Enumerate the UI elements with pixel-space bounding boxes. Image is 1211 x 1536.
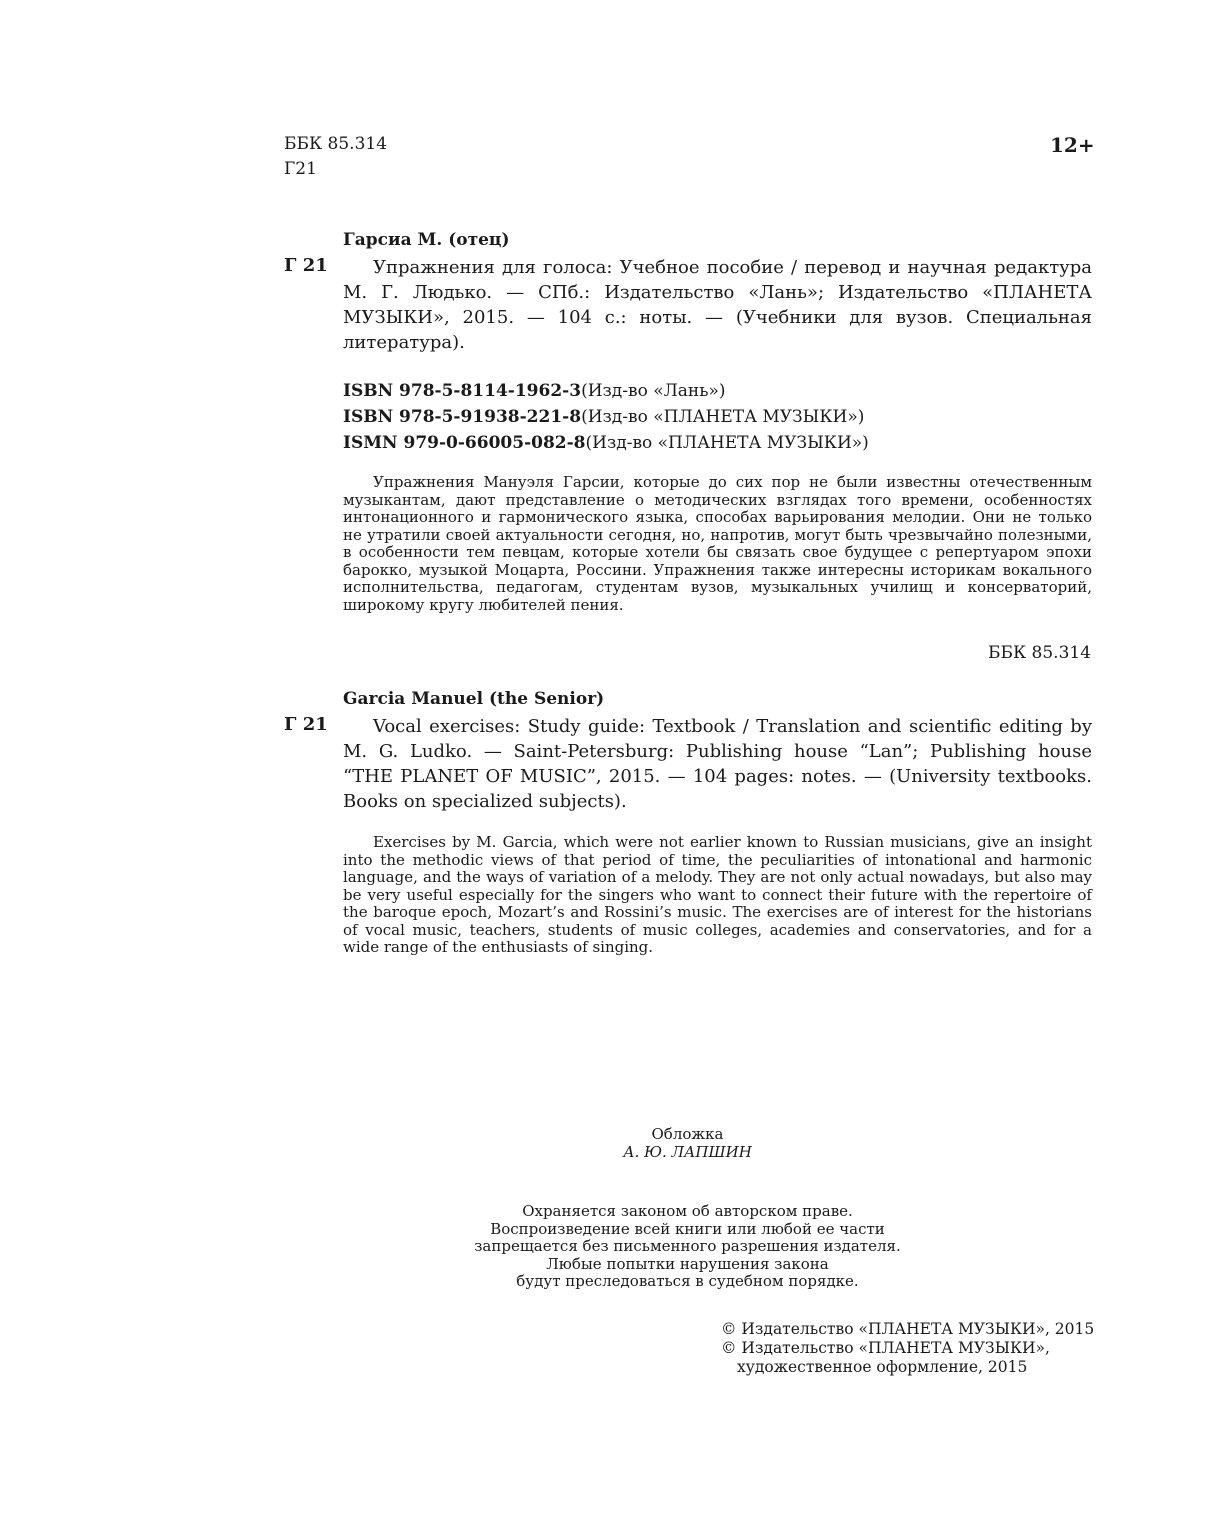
- legal-line: Охраняется законом об авторском праве.: [522, 1202, 853, 1220]
- legal-notice: [430, 1203, 945, 1291]
- age-rating: 12+: [1050, 133, 1095, 157]
- ismn-number: ISMN 979-0-66005-082-8: [343, 433, 586, 453]
- ru-annotation: Упражнения Мануэля Гарсии, которые до сих пор не были известны отечественным музыкантам, дают представление о методических взглядах того времени, особенностях интонационного и гармонического языка, способах варьирования мелодии. Они не только не утратили своей актуальности сегодня, но, напротив, могут быть чрезвычайно полезными, в особенности тем певцам, которые хотели бы связать свое будущее с репертуаром эпохи барокко, музыкой Моцарта, Россини. Упражнения также интересны историкам вокального исполнительства, педагогам, студентам вузов, музыкальных училищ и консерваторий, широкому кругу любителей пения.: [343, 473, 1092, 614]
- bbk-code: ББК 85.314: [284, 134, 388, 154]
- legal-line: Воспроизведение всей книги или любой ее части: [490, 1219, 885, 1238]
- en-author: Garcia Manuel (the Senior): [343, 689, 605, 709]
- copyright-block: [721, 1320, 1094, 1377]
- legal-line: запрещается без письменного разрешения издателя.: [474, 1237, 901, 1255]
- isbn-list: [343, 378, 869, 456]
- isbn-publisher: (Изд-во «ПЛАНЕТА МУЗЫКИ»): [585, 433, 869, 453]
- en-description: Vocal exercises: Study guide: Textbook / Translation and scientific editing by M. G. Ludko. — Saint-Petersburg: Publishing house “Lan”; Publishing house “THE PLANET OF MUSIC”, 2015. — 104 pages: notes. — (University textbooks. Books on specialized subjects).: [343, 716, 1092, 812]
- ru-description: Упражнения для голоса: Учебное пособие / перевод и научная редактура М. Г. Людько. — СПб.: Издательство «Лань»; Издательство «ПЛАНЕТА МУЗЫКИ», 2015. — 104 с.: ноты. — (Учебники для вузов. Специальная литература).: [343, 257, 1092, 353]
- copyright-line: художественное оформление, 2015: [737, 1358, 1028, 1376]
- legal-line: Любые попытки нарушения закона: [546, 1254, 829, 1273]
- isbn-publisher: (Изд-во «ПЛАНЕТА МУЗЫКИ»): [581, 407, 865, 427]
- copyright-line: © Издательство «ПЛАНЕТА МУЗЫКИ»,: [721, 1339, 1050, 1357]
- isbn-publisher: (Изд-во «Лань»): [581, 381, 726, 401]
- ru-author: Гарсиа М. (отец): [343, 230, 510, 250]
- en-annotation: Exercises by M. Garcia, which were not earlier known to Russian musicians, give an insight into the methodic views of that period of time, the peculiarities of intonational and harmonic language, and the ways of variation of a melody. They are not only actual nowadays, but also may be very useful especially for the singers who want to connect their future with the repertoire of the baroque epoch, Mozart’s and Rossini’s music. The exercises are of interest for the historians of vocal music, teachers, students of music colleges, academies and conservatories, and for a wide range of the enthusiasts of singing.: [343, 833, 1092, 956]
- bbk-code-right: ББК 85.314: [988, 643, 1092, 663]
- isbn-row: [343, 378, 869, 404]
- cover-artist: А. Ю. ЛАПШИН: [623, 1142, 752, 1161]
- isbn-row: [343, 404, 869, 430]
- copyright-line: © Издательство «ПЛАНЕТА МУЗЫКИ», 2015: [721, 1320, 1095, 1338]
- cover-label: Обложка: [651, 1125, 724, 1143]
- cover-credit: [430, 1126, 945, 1161]
- bbk-classification: [284, 132, 387, 182]
- en-author-code: Г 21: [284, 714, 328, 735]
- isbn-row: [343, 430, 869, 456]
- author-mark: Г21: [284, 159, 317, 179]
- isbn-number: ISBN 978-5-91938-221-8: [343, 407, 582, 427]
- ru-author-code: Г 21: [284, 255, 328, 276]
- isbn-number: ISBN 978-5-8114-1962-3: [343, 381, 582, 401]
- legal-line: будут преследоваться в судебном порядке.: [516, 1272, 859, 1290]
